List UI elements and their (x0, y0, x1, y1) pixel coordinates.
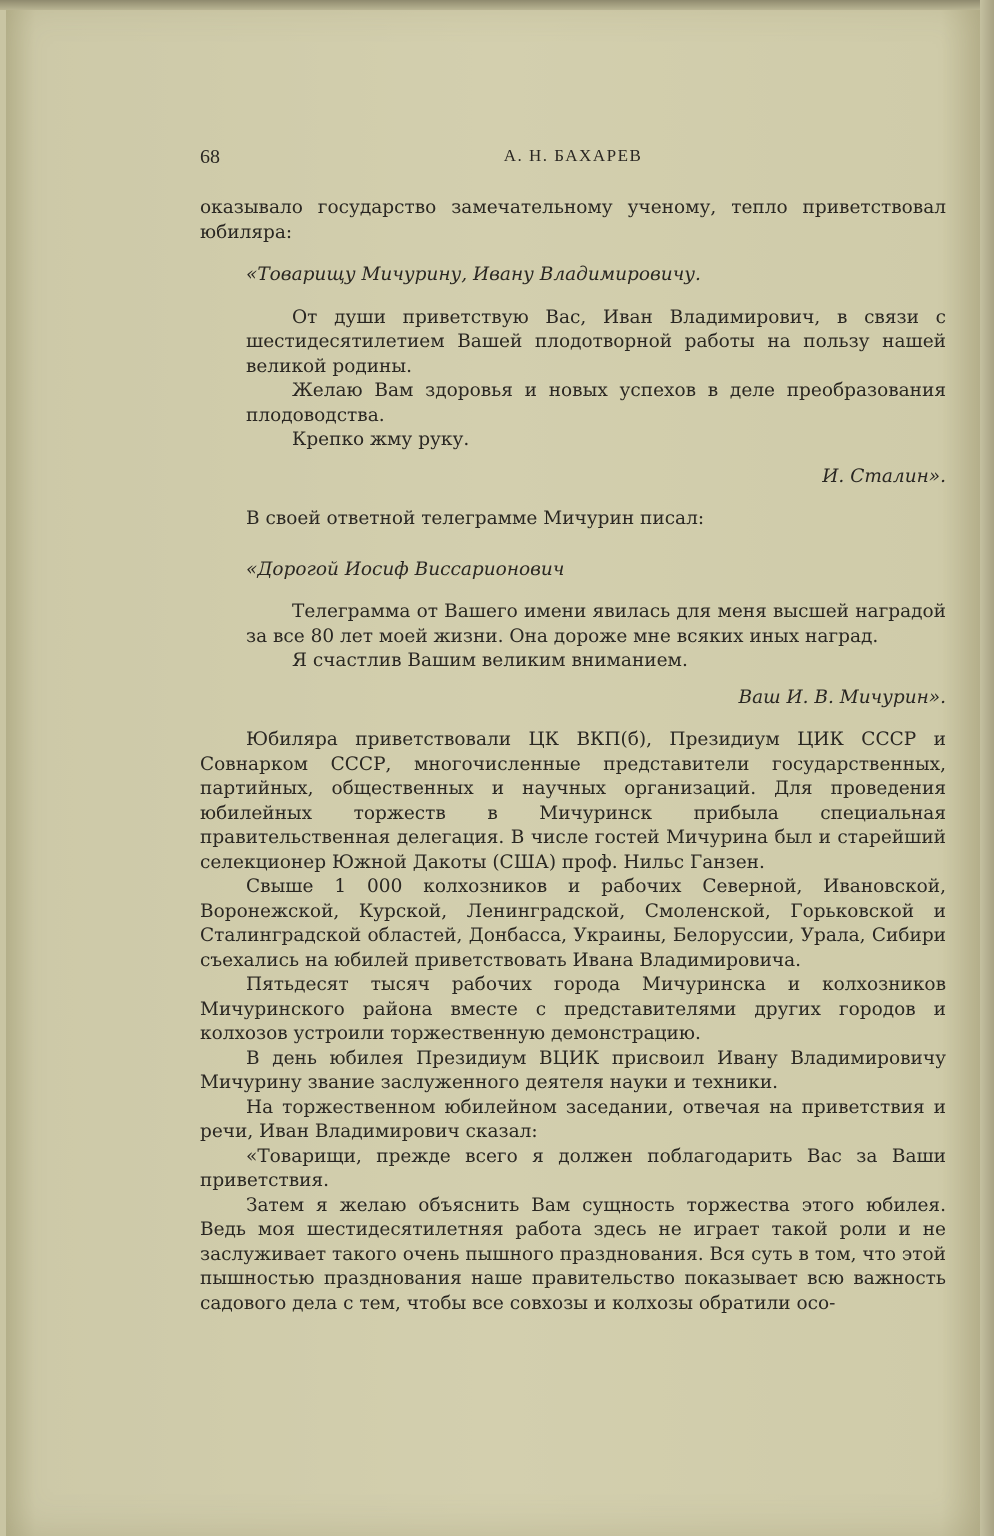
page-top-edge (0, 0, 994, 10)
paragraph-intro: оказывало государство замечательному ученому, тепло приветствовал юбиляра: (200, 197, 946, 243)
page-header (200, 146, 946, 172)
telegram-2-signature: Ваш И. В. Мичурин». (738, 686, 946, 708)
telegram-2-body-2: Я счастлив Вашим великим вниманием. (292, 650, 688, 671)
paragraph: В день юбилея Президиум ВЦИК присвоил Ивану Владимировичу Мичурину звание заслуженного деятеля науки и техники. (200, 1047, 946, 1093)
telegram-1-signature: И. Сталин». (822, 465, 946, 487)
telegram-1-body-2: Желаю Вам здоровья и новых успехов в деле преобразования плодоводства. (246, 380, 946, 426)
paragraph: Свыше 1 000 колхозников и рабочих Северной, Ивановской, Воронежской, Курской, Ленинградской, Смоленской, Горьковской и Сталинградской областей, Донбасса, Украины, Белоруссии, Урала, Сибири съехались на юбилей приветствовать Ивана Владимировича. (200, 876, 946, 971)
page-right-edge (980, 0, 994, 1536)
paragraph: Пятьдесят тысяч рабочих города Мичуринска и колхозников Мичуринского района вместе с представителями других городов и колхозов устроили торжественную демонстрацию. (200, 974, 946, 1044)
running-title: А. Н. БАХАРЕВ (503, 146, 643, 165)
text-block-telegrams (200, 196, 946, 710)
telegram-2-salutation: «Дорогой Иосиф Виссарионович (246, 558, 565, 580)
quote-paragraph: «Товарищи, прежде всего я должен поблагодарить Вас за Ваши приветствия. (200, 1145, 946, 1191)
paragraph: На торжественном юбилейном заседании, отвечая на приветствия и речи, Иван Владимирович сказал: (200, 1096, 946, 1142)
quote-paragraph: Затем я желаю объяснить Вам сущность торжества этого юбилея. Ведь моя шестидесятилетняя работа здесь не играет такой роли и не заслуживает такого очень пышного празднования. Вся суть в том, что этой пышностью празднования наше правительство показывает всю важность садового дела с тем, чтобы все совхозы и колхозы обратили осо- (200, 1194, 946, 1314)
text-block-main (200, 728, 946, 1316)
telegram-1-body-1: От души приветствую Вас, Иван Владимирович, в связи с шестидесятилетием Вашей плодотворной работы на пользу нашей великой родины. (246, 306, 946, 377)
paragraph: Юбиляра приветствовали ЦК ВКП(б), Президиум ЦИК СССР и Совнарком СССР, многочисленные представители государственных, партийных, общественных и научных организаций. Для проведения юбилейных торжеств в Мичуринск прибыла специальная правительственная делегация. В числе гостей Мичурина был и старейший селекционер Южной Дакоты (США) проф. Нильс Ганзен. (200, 729, 946, 873)
telegram-1-body-3: Крепко жму руку. (292, 429, 470, 450)
telegram-1-salutation: «Товарищу Мичурину, Ивану Владимировичу. (246, 264, 701, 285)
page-number: 68 (200, 146, 220, 168)
telegram-2-body-1: Телеграмма от Вашего имени явилась для меня высшей наградой за все 80 лет моей жизни. Она дороже мне всяких иных наград. (246, 601, 946, 647)
reply-intro: В своей ответной телеграмме Мичурин писал: (246, 508, 705, 529)
